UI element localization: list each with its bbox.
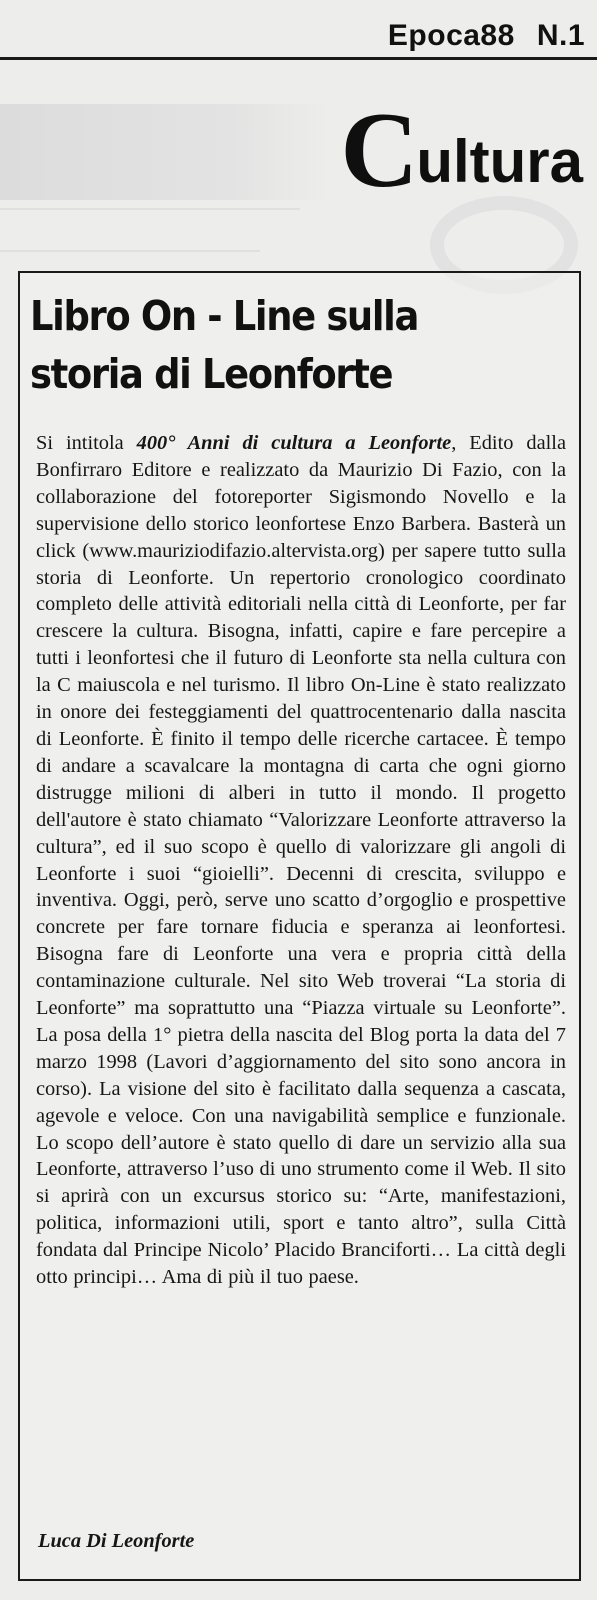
body-intro: Si intitola xyxy=(36,432,137,454)
book-title: 400° Anni di cultura a Leonforte xyxy=(136,432,452,454)
issue-number: N.1 xyxy=(536,19,585,52)
bleed-line xyxy=(0,250,260,252)
bleed-band xyxy=(0,104,330,200)
article-headline: Libro On - Line sulla storia di Leonforte xyxy=(30,292,419,398)
header-meta xyxy=(388,18,585,54)
article-box xyxy=(18,271,581,1581)
article-body xyxy=(36,430,566,1291)
body-text: , Edito dalla Bonfirraro Editore e realizzato da Maurizio Di Fazio, con la collaborazione del fotoreporter Sigismondo Novello e la supervisione dello storico leonfortese Enzo Barbera. Basterà un click (www.mauriziodifazio.altervista.org) per sapere tutto sulla storia di Leonforte. Un repertorio cronologico coordinato completo delle attività editoriali nella città di Leonforte, per far crescere la cultura. Bisogna, infatti, capire e fare percepire a tutti i leonfortesi che il futuro di Leonforte sta nella cultura con la C maiuscola e nel turismo. Il libro On-Line è stato realizzato in onore dei festeggiamenti del quattrocentenario dalla nascita di Leonforte. È finito il tempo delle ricerche cartacee. È tempo di andare a scavalcare la montagna di carta che ogni giorno distrugge milioni di alberi in tutto il mondo. Il progetto dell'autore è stato chiamato “Valorizzare Leonforte attraverso la cultura”, ed il suo scopo è quello di valorizzare gli angoli di Leonforte i suoi “gioielli”. Decenni di crescita, sviluppo e inventiva. Oggi, però, serve uno scatto d’orgoglio e prospettive concrete per fare tornare fiducia e speranza ai leonfortesi. Bisogna fare di Leonforte una vera e propria città della contaminazione culturale. Nel sito Web troverai “La storia di Leonforte” ma soprattutto una “Piazza virtuale su Leonforte”. La posa della 1° pietra della nascita del Blog porta la data del 7 marzo 1998 (Lavori d’aggiornamento del sito sono ancora in corso). La visione del sito è facilitato dalla sequenza a cascata, agevole e veloce. Con una navigabilità semplice e funzionale. Lo scopo dell’autore è stato quello di dare un servizio alla sua Leonforte, attraverso l’uso di uno strumento come il Web. Il sito si aprirà con un excursus storico su: “Arte, manifestazioni, politica, informazioni utili, sport e tanto altro”, sulla Città fondata dal Principe Nicolo’ Placido Branciforti… La città degli otto principi… Ama di più il tuo paese. xyxy=(36,432,566,1289)
section-name-rest: ultura xyxy=(416,128,583,195)
header-rule xyxy=(0,57,597,60)
page-header xyxy=(0,0,597,62)
article-author: Luca Di Leonforte xyxy=(38,1530,195,1552)
section-title xyxy=(340,91,583,210)
bleed-line xyxy=(0,208,300,210)
publication-name: Epoca88 xyxy=(387,19,515,52)
section-initial: C xyxy=(340,91,419,210)
